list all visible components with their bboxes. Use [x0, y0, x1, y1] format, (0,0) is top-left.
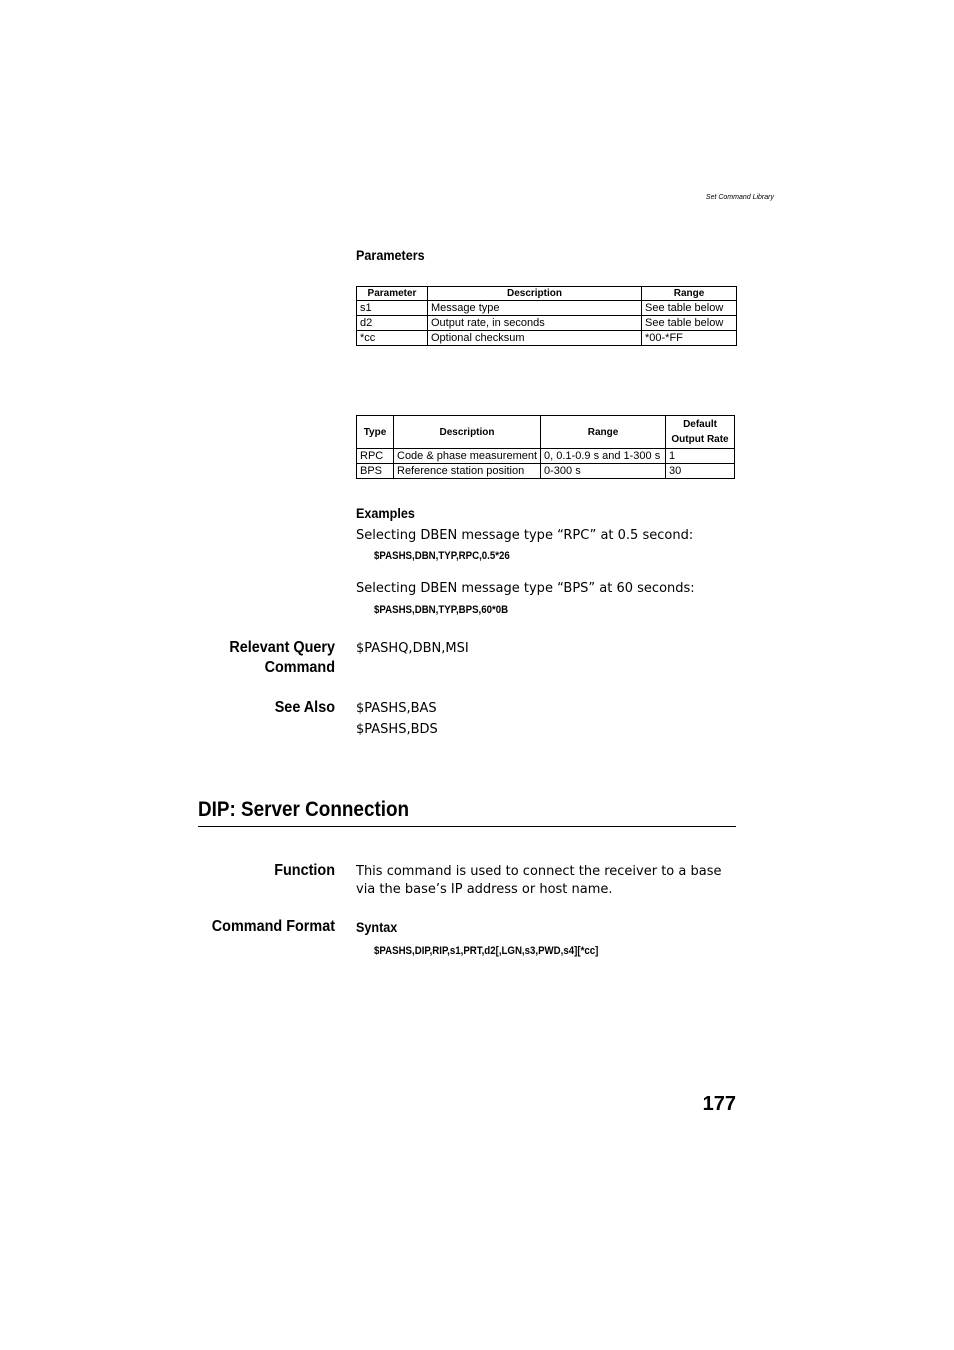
table-row [357, 464, 735, 479]
examples-heading: Examples [356, 505, 415, 521]
table-cell: 1 [666, 449, 735, 464]
table-row [357, 301, 737, 316]
table-cell: See table below [642, 301, 737, 316]
table-cell: Code & phase measurement [394, 449, 541, 464]
table-row [357, 449, 735, 464]
relevant-query-value: $PASHQ,DBN,MSI [356, 641, 469, 656]
table-cell: s1 [357, 301, 428, 316]
table-cell: d2 [357, 316, 428, 331]
syntax-heading: Syntax [356, 919, 398, 935]
example-code: $PASHS,DBN,TYP,BPS,60*0B [374, 604, 509, 616]
table-cell: Message type [428, 301, 642, 316]
table-cell: Reference station position [394, 464, 541, 479]
column-header: Range [541, 416, 666, 449]
table-cell: *00-*FF [642, 331, 737, 346]
column-header: Range [642, 287, 737, 301]
page-number: 177 [702, 1093, 736, 1115]
table-header-row [357, 416, 735, 449]
column-header-default-output-rate [666, 416, 735, 449]
table-row [357, 331, 737, 346]
section-title: DIP: Server Connection [198, 798, 410, 821]
example-description: Selecting DBEN message type “BPS” at 60 seconds: [356, 581, 695, 596]
header-line: Output Rate [671, 434, 729, 445]
column-header: Description [394, 416, 541, 449]
header-line: Default [683, 419, 717, 430]
label-line: Relevant Query [229, 639, 335, 656]
parameters-heading: Parameters [356, 247, 425, 263]
table-cell: Optional checksum [428, 331, 642, 346]
table-cell: RPC [357, 449, 394, 464]
table-cell: 0-300 s [541, 464, 666, 479]
table-cell: 0, 0.1-0.9 s and 1-300 s [541, 449, 666, 464]
see-also-label: See Also [274, 699, 335, 716]
see-also-item: $PASHS,BDS [356, 722, 438, 737]
see-also-item: $PASHS,BAS [356, 701, 437, 716]
table-row [357, 316, 737, 331]
table-cell: 30 [666, 464, 735, 479]
section-divider [198, 826, 736, 827]
table-cell: Output rate, in seconds [428, 316, 642, 331]
table-cell: *cc [357, 331, 428, 346]
example-description: Selecting DBEN message type “RPC” at 0.5 second: [356, 528, 694, 543]
example-code: $PASHS,DBN,TYP,RPC,0.5*26 [374, 550, 510, 562]
relevant-query-label [155, 638, 335, 678]
column-header: Parameter [357, 287, 428, 301]
label-line: Command [264, 659, 335, 676]
table-cell: BPS [357, 464, 394, 479]
command-format-label: Command Format [211, 918, 335, 935]
column-header: Type [357, 416, 394, 449]
running-head: Set Command Library [705, 194, 774, 201]
parameters-table [356, 286, 737, 346]
syntax-code: $PASHS,DIP,RIP,s1,PRT,d2[,LGN,s3,PWD,s4][*cc] [374, 945, 599, 957]
function-text: This command is used to connect the receiver to a base via the base’s IP address or host name. [356, 864, 722, 897]
table-header-row [357, 287, 737, 301]
table-cell: See table below [642, 316, 737, 331]
message-types-table [356, 415, 735, 479]
function-label: Function [274, 862, 335, 879]
column-header: Description [428, 287, 642, 301]
